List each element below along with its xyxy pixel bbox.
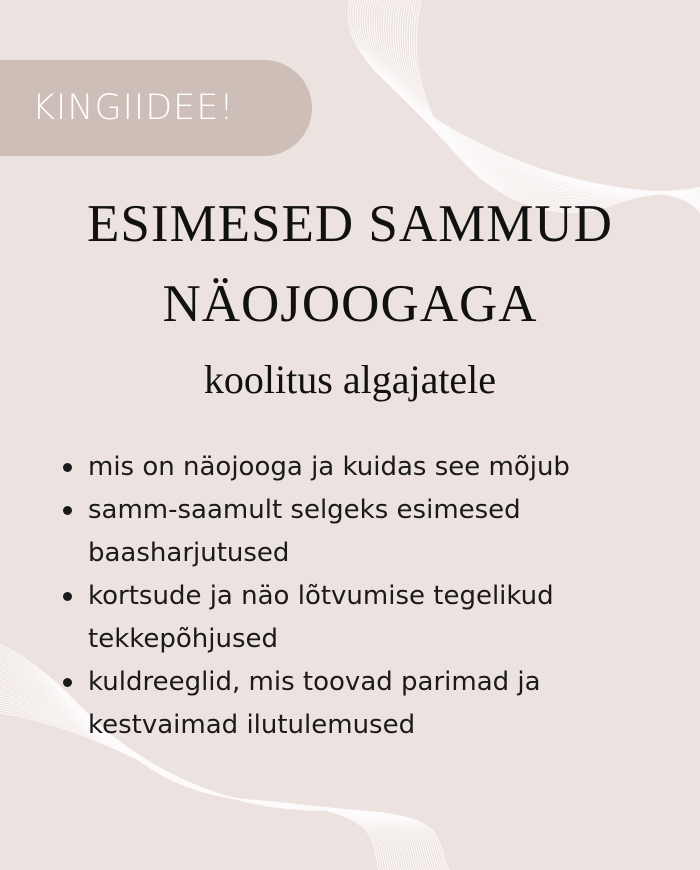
- headline-line-2: NÄOJOOGAGA: [162, 275, 538, 333]
- wave-line: [412, 0, 700, 212]
- wave-line: [395, 0, 700, 206]
- wave-line: [416, 0, 700, 214]
- wave-line: [400, 0, 700, 208]
- wave-line: [360, 0, 700, 194]
- wave-line: [379, 0, 700, 200]
- wave-line: [409, 0, 700, 211]
- gift-idea-badge-label: KINGIIDEE!: [32, 88, 235, 128]
- wave-line: [353, 0, 700, 192]
- subtitle: koolitus algajatele: [203, 357, 497, 402]
- wave-line: [381, 0, 700, 201]
- bullet-dot-icon: [63, 678, 72, 687]
- bullet-dot-icon: [63, 592, 72, 601]
- wave-line: [393, 0, 700, 205]
- wave-line: [374, 0, 700, 198]
- wave-line: [348, 0, 700, 191]
- wave-line: [362, 0, 700, 194]
- wave-line: [398, 0, 700, 207]
- wave-line: [365, 0, 700, 195]
- bullet-dot-icon: [63, 506, 72, 515]
- wave-line: [350, 0, 700, 192]
- wave-line: [386, 0, 700, 202]
- topic-item: [60, 446, 690, 489]
- topic-item: [60, 661, 690, 747]
- wave-line: [402, 0, 700, 209]
- topic-item: [60, 575, 690, 661]
- topic-text: kortsude ja näo lõtvumise tegelikud: [88, 581, 554, 611]
- wave-line: [391, 0, 700, 204]
- topic-text: mis on näojooga ja kuidas see mõjub: [88, 452, 570, 482]
- topic-text-continued: tekkepõhjused: [88, 624, 279, 654]
- wave-line: [376, 0, 700, 199]
- topic-text-continued: kestvaimad ilutulemused: [88, 710, 416, 740]
- wave-line: [372, 0, 700, 197]
- wave-line: [367, 0, 700, 196]
- wave-line: [407, 0, 700, 210]
- headline-line-1: ESIMESED SAMMUD: [87, 195, 613, 253]
- topic-text: samm-saamult selgeks esimesed: [88, 495, 521, 525]
- wave-line: [414, 0, 700, 213]
- wave-line: [369, 0, 700, 196]
- wave-line: [384, 0, 700, 201]
- wave-line: [388, 0, 700, 203]
- topic-text-continued: baasharjutused: [88, 538, 290, 568]
- wave-line: [358, 0, 700, 193]
- bullet-dot-icon: [63, 463, 72, 472]
- wave-line: [355, 0, 700, 193]
- wave-line: [405, 0, 700, 209]
- topic-text: kuldreeglid, mis toovad parimad ja: [88, 667, 541, 697]
- topics-bullet-list: [60, 446, 690, 747]
- topic-item: [60, 489, 690, 575]
